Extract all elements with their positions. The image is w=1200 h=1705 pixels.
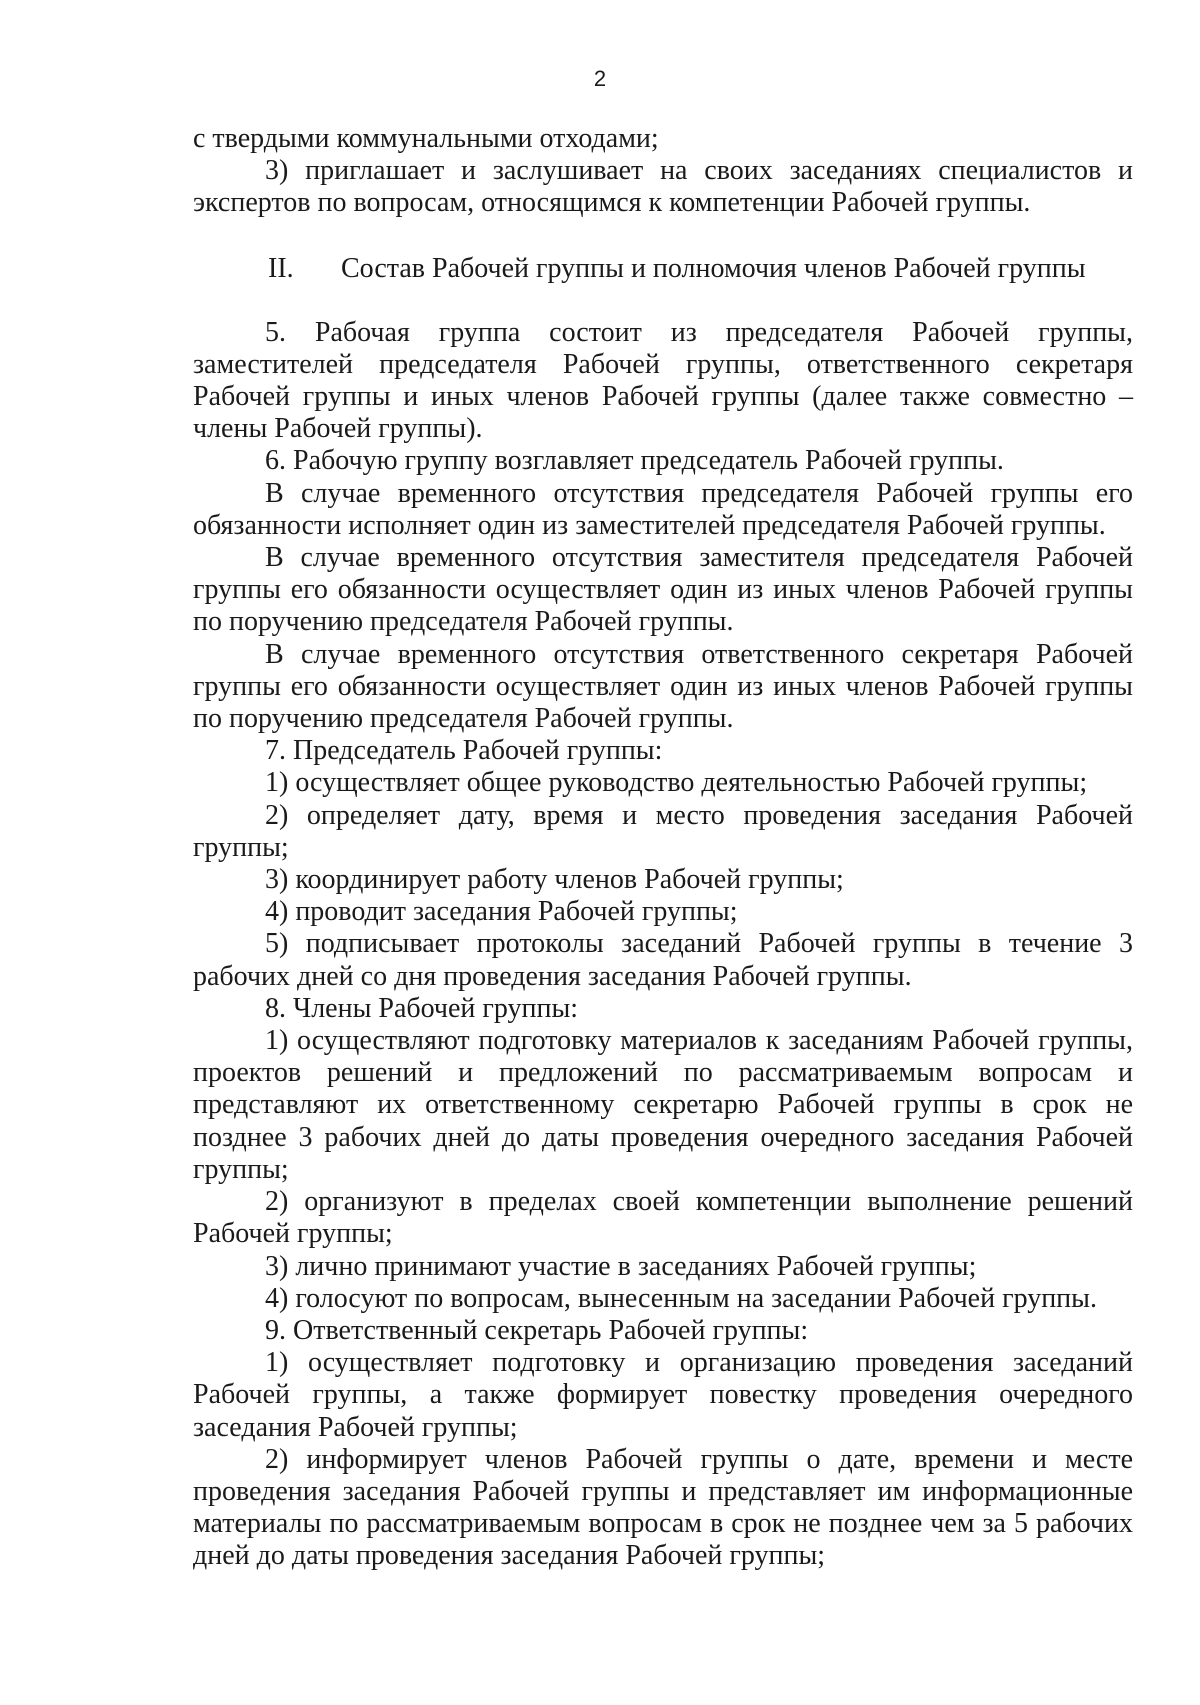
paragraph: 2) определяет дату, время и место проведения заседания Рабочей группы; bbox=[193, 799, 1133, 863]
paragraph: с твердыми коммунальными отходами; bbox=[193, 123, 659, 154]
paragraph: 6. Рабочую группу возглавляет председатель Рабочей группы. bbox=[265, 445, 1004, 477]
paragraph: 1) осуществляет общее руководство деятельностью Рабочей группы; bbox=[265, 767, 1088, 799]
paragraph: 2) информирует членов Рабочей группы о дате, времени и месте проведения заседания Рабочей группы и представляет им информационные материалы по рассматриваемым вопросам в срок не позднее чем за 5 рабочих дней до даты проведения заседания Рабочей группы; bbox=[193, 1443, 1133, 1572]
paragraph: 3) лично принимают участие в заседаниях Рабочей группы; bbox=[265, 1250, 977, 1282]
paragraph: 3) приглашает и заслушивает на своих заседаниях специалистов и экспертов по вопросам, относящимся к компетенции Рабочей группы. bbox=[193, 155, 1133, 219]
paragraph: 8. Члены Рабочей группы: bbox=[265, 992, 579, 1024]
section-title: Состав Рабочей группы и полномочия членов Рабочей группы bbox=[341, 252, 1086, 284]
paragraph: 9. Ответственный секретарь Рабочей группы: bbox=[265, 1314, 809, 1346]
paragraph: 5. Рабочая группа состоит из председателя Рабочей группы, заместителей председателя Рабочей группы, ответственного секретаря Рабочей группы и иных членов Рабочей группы (далее также совместно – члены Рабочей группы). bbox=[193, 316, 1133, 445]
paragraph: 4) проводит заседания Рабочей группы; bbox=[265, 896, 738, 928]
paragraph: 1) осуществляют подготовку материалов к заседаниям Рабочей группы, проектов решений и предложений по рассматриваемым вопросам и представляют их ответственному секретарю Рабочей группы в срок не позднее 3 рабочих дней до даты проведения очередного заседания Рабочей группы; bbox=[193, 1025, 1133, 1185]
section-number: II. bbox=[268, 252, 294, 284]
paragraph: В случае временного отсутствия заместителя председателя Рабочей группы его обязанности осуществляет один из иных членов Рабочей группы по поручению председателя Рабочей группы. bbox=[193, 542, 1133, 638]
page-number: 2 bbox=[593, 66, 607, 91]
paragraph: В случае временного отсутствия председателя Рабочей группы его обязанности исполняет один из заместителей председателя Рабочей группы. bbox=[193, 477, 1133, 541]
paragraph: 5) подписывает протоколы заседаний Рабочей группы в течение 3 рабочих дней со дня проведения заседания Рабочей группы. bbox=[193, 928, 1133, 992]
paragraph: 4) голосуют по вопросам, вынесенным на заседании Рабочей группы. bbox=[265, 1282, 1097, 1314]
paragraph: 2) организуют в пределах своей компетенции выполнение решений Рабочей группы; bbox=[193, 1186, 1133, 1250]
section-heading bbox=[193, 253, 1133, 285]
document-body bbox=[193, 123, 1133, 1573]
paragraph: 3) координирует работу членов Рабочей группы; bbox=[265, 864, 844, 896]
paragraph: 1) осуществляет подготовку и организацию проведения заседаний Рабочей группы, а также формирует повестку проведения очередного заседания Рабочей группы; bbox=[193, 1347, 1133, 1443]
paragraph: 7. Председатель Рабочей группы: bbox=[265, 735, 663, 767]
paragraph: В случае временного отсутствия ответственного секретаря Рабочей группы его обязанности осуществляет один из иных членов Рабочей группы по поручению председателя Рабочей группы. bbox=[193, 638, 1133, 735]
